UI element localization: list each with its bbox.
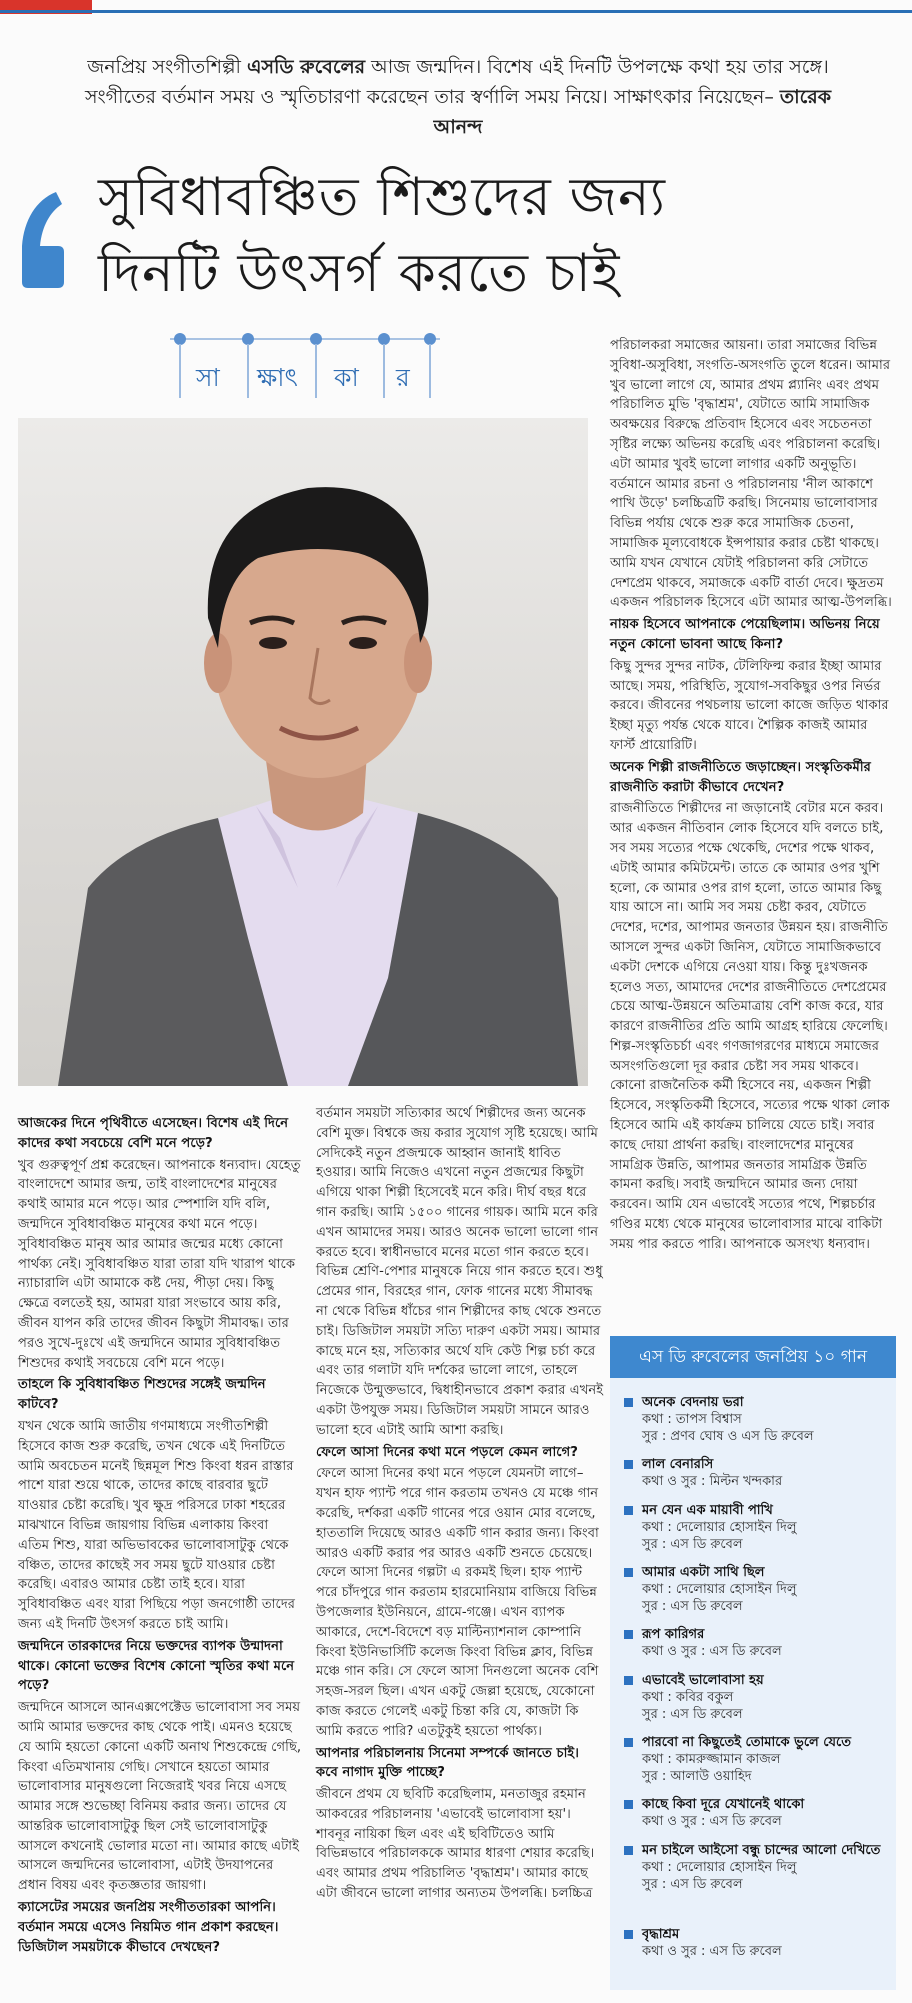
square-bullet-icon xyxy=(624,1846,633,1855)
song-title: মন চাইলে আইসো বন্ধু চান্দের আলো দেখিতে xyxy=(642,1843,881,1858)
song-credit: সুর : আলাউ ওয়াহিদ xyxy=(642,1769,752,1784)
song-title: বৃদ্ধাশ্রম xyxy=(642,1927,680,1942)
square-bullet-icon xyxy=(624,1460,633,1469)
tag-stem xyxy=(315,344,317,398)
song-item xyxy=(624,1456,892,1490)
song-item xyxy=(624,1564,892,1615)
song-credit: কথা : কবির বকুল xyxy=(642,1690,734,1705)
artist-portrait-photo xyxy=(18,418,588,1086)
answer: পরিচালকরা সমাজের আয়না। তারা সমাজের বিভিন্ন সুবিধা-অসুবিধা, সংগতি-অসংগতি তুলে ধরেন। আমার খুব ভালো লাগে যে, আমার প্রথম প্ল্যানিং এবং প্রথম পরিচালিত মুভি 'বৃদ্ধাশ্রম', যেটাতে আমি সামাজিক অবক্ষয়ের বিরুদ্ধে প্রতিবাদ হিসেবে এবং সচেতনতা সৃষ্টির লক্ষ্যে অভিনয় করেছি এবং পরিচালনা করেছি। এটা আমার খুবই ভালো লাগার একটি অনুভূতি। বর্তমানে আমার রচনা ও পরিচালনায় 'নীল আকাশে পাখি উড়ে' চলচ্চিত্রটি করছি। সিনেমায় ভালোবাসার বিভিন্ন পর্যায় থেকে শুরু করে সামাজিক চেতনা, সামাজিক মূল্যবোধকে ইন্সপায়ার করার চেষ্টা থাকছে। আমি যখন যেখানে যেটাই পরিচালনা করি সেটাতে দেশপ্রেম থাকবে, সমাজকে একটি বার্তা দেবে। ক্ষুদ্রতম একজন পরিচালক হিসেবে এটা আমার আত্ম-উপলব্ধি। xyxy=(610,338,892,611)
headline-line-2: দিনটি উৎসর্গ করতে চাই xyxy=(98,243,621,304)
interview-tag xyxy=(170,338,440,402)
song-credit: কথা ও সুর : এস ডি রুবেল xyxy=(642,1814,782,1829)
intro-text-2: আজ জন্মদিন। বিশেষ এই দিনটি উপলক্ষে কথা হয় তার সঙ্গে। সংগীতের বর্তমান সময় ও স্মৃতিচারণা করেছেন তার স্বর্ণালি সময় নিয়ে। সাক্ষাৎকার নিয়েছেন– xyxy=(84,56,829,108)
answer: বর্তমান সময়টা সত্যিকার অর্থে শিল্পীদের জন্য অনেক বেশি মুক্ত। বিশ্বকে জয় করার সুযোগ সৃষ্টি হয়েছে। আমি সেদিকেই নতুন প্রজন্মকে আহ্বান জানাই ধাবিত হওয়ার। আমি নিজেও এখনো নতুন প্রজন্মের কিছুটা এগিয়ে থাকা শিল্পী হিসেবেই মনে করি। দীর্ঘ বছর ধরে গান করছি। আমি ১৫০০ গানের গায়ক। আমি মনে করি এখন আমাদের সময়। আরও অনেক ভালো ভালো গান করতে হবে। স্বাধীনভাবে মনের মতো গান করতে হবে। বিভিন্ন শ্রেণি-পেশার মানুষকে নিয়ে গান করতে হবে। শুধু প্রেমের গান, বিরহের গান, ফোক গানের মধ্যে সীমাবদ্ধ না থেকে বিভিন্ন ধাঁচের গান শিল্পীদের কাছ থেকে শুনতে চাই। ডিজিটাল সময়টা সত্যি দারুণ একটা সময়। আমার কাছে মনে হয়, সত্যিকার অর্থে যদি কেউ শিল্প চর্চা করে এবং তার গলাটা যদি দর্শকের ভালো লাগে, তাহলে নিজেকে উন্মুক্তভাবে, দ্বিধাহীনভাবে প্রকাশ করার এখনই একটা উপযুক্ত সময়। ডিজিটাল সময়টা সামনে আরও ভালো হবে এটাই আমি আশা করছি। xyxy=(316,1106,604,1438)
song-credit: কথা : তাপস বিশ্বাস xyxy=(642,1412,742,1427)
tag-stem xyxy=(179,344,181,398)
article-column-2 xyxy=(316,1104,604,1906)
article-column-1 xyxy=(18,1114,302,1959)
song-item xyxy=(624,1394,892,1445)
song-credit: কথা : দেলোয়ার হোসাইন দিলু xyxy=(642,1860,797,1875)
song-credit: সুর : এস ডি রুবেল xyxy=(642,1537,743,1552)
song-title: পারবো না কিছুতেই তোমাকে ভুলে যেতে xyxy=(642,1735,852,1750)
question: ক্যাসেটের সময়ের জনপ্রিয় সংগীততারকা আপনি। বর্তমান সময়ে এসেও নিয়মিত গান প্রকাশ করছেন। ডিজিটাল সময়টাকে কীভাবে দেখছেন? xyxy=(18,1900,279,1955)
tag-syllable: কা xyxy=(334,363,359,392)
answer: জীবনে প্রথম যে ছবিটি করেছিলাম, মনতাজুর রহমান আকবরের পরিচালনায় 'এভাবেই ভালোবাসা হয়'। শাবনূর নায়িকা ছিল এবং এই ছবিটিতেও আমি বিভিন্নভাবে পরিচালককে আমার ধারণা শেয়ার করেছি। এবং আমার প্রথম পরিচালিত 'বৃদ্ধাশ্রম'। আমার কাছে এটা জীবনে ভালো লাগার অন্যতম উপলব্ধি। চলচ্চিত্র xyxy=(316,1787,595,1902)
song-credit: কথা : কামরুজ্জামান কাজল xyxy=(642,1752,781,1767)
tag-stem xyxy=(247,344,249,398)
question: অনেক শিল্পী রাজনীতিতে জড়াচ্ছেন। সংস্কৃতিকর্মীর রাজনীতি করাটা কীভাবে দেখেন? xyxy=(610,759,871,795)
song-item xyxy=(624,1734,892,1785)
square-bullet-icon xyxy=(624,1506,633,1515)
question: ফেলে আসা দিনের কথা মনে পড়লে কেমন লাগে? xyxy=(316,1444,578,1460)
answer: জন্মদিনে আসলে আনএক্সপেক্টেড ভালোবাসা সব সময় আমি আমার ভক্তদের কাছ থেকে পাই। এমনও হয়েছে যে আমি হয়তো কোনো একটি অনাথ শিশুকেন্দ্রে গেছি, কিংবা এতিমখানায় গেছি। সেখানে হয়তো আমার ভালোবাসার মানুষগুলো নিজেরাই খবর নিয়ে এসছে আমার সঙ্গে শুভেচ্ছা বিনিময় করার জন্য। তাদের যে আন্তরিক ভালোবাসাটুকু ছিল সেই ভালোবাসাটুকু আসলে কখনোই ভোলার মতো না। আমার কাছে এটাই আসলে জন্মদিনের ভালোবাসা, এটাই উদযাপনের প্রধান বিষয় এবং কৃতজ্ঞতার জায়গা। xyxy=(18,1700,302,1894)
song-title: রূপ কারিগর xyxy=(642,1627,705,1642)
song-title: আমার একটা সাথি ছিল xyxy=(642,1565,765,1580)
top-songs-box xyxy=(610,1336,896,1990)
headline-line-1: সুবিধাবঞ্চিত শিশুদের জন্য xyxy=(98,167,667,228)
square-bullet-icon xyxy=(624,1398,633,1407)
answer: খুব গুরুত্বপূর্ণ প্রশ্ন করেছেন। আপনাকে ধন্যবাদ। যেহেতু বাংলাদেশে আমার জন্ম, তাই বাংলাদেশের মানুষের কথাই আমার মনে পড়ে। আর স্পেশালি যদি বলি, জন্মদিনে সুবিধাবঞ্চিত মানুষের কথা মনে পড়ে। সুবিধাবঞ্চিত মানুষ আর আমার জন্মের মধ্যে কোনো পার্থক্য নেই। সুবিধাবঞ্চিত যারা তারা যদি খারাপ থাকে ন্যাচারালি এটা আমাকে কষ্ট দেয়, পীড়া দেয়। কিছু ক্ষেত্রে বলতেই হয়, আমরা যারা সংভাবে আয় করি, জীবন যাপন করি তাদের জীবন কিছুটা সীমাবদ্ধ। তার পরও সুখে-দুঃখে এই জন্মদিনে আমার সুবিধাবঞ্চিত শিশুদের কথাই সবচেয়ে বেশি মনে পড়ে। xyxy=(18,1157,301,1371)
song-credit: কথা ও সুর : মিল্টন খন্দকার xyxy=(642,1474,783,1489)
song-item xyxy=(624,1926,892,1960)
song-item xyxy=(624,1796,892,1830)
article-column-3 xyxy=(610,336,896,1257)
intro-paragraph xyxy=(70,52,846,142)
song-credit: সুর : এস ডি রুবেল xyxy=(642,1877,743,1892)
tag-stem xyxy=(383,344,385,398)
square-bullet-icon xyxy=(624,1630,633,1639)
question: জন্মদিনে তারকাদের নিয়ে ভক্তদের ব্যাপক উন্মাদনা থাকে। কোনো ভক্তের বিশেষ কোনো স্মৃতির কথা মনে পড়ে? xyxy=(18,1638,295,1694)
square-bullet-icon xyxy=(624,1800,633,1809)
song-title: এভাবেই ভালোবাসা হয় xyxy=(642,1673,764,1688)
portrait-illustration xyxy=(18,418,588,1086)
square-bullet-icon xyxy=(624,1930,633,1939)
square-bullet-icon xyxy=(624,1676,633,1685)
song-credit: কথা : দেলোয়ার হোসাইন দিলু xyxy=(642,1520,797,1535)
tag-rail xyxy=(170,338,440,340)
song-title: অনেক বেদনায় ভরা xyxy=(642,1395,744,1410)
top-songs-title: এস ডি রুবেলের জনপ্রিয় ১০ গান xyxy=(610,1336,896,1378)
song-title: লাল বেনারসি xyxy=(642,1457,714,1472)
song-credit: সুর : এস ডি রুবেল xyxy=(642,1707,743,1722)
tag-syllable: ক্ষাৎ xyxy=(257,363,298,392)
square-bullet-icon xyxy=(624,1568,633,1577)
tag-stem xyxy=(429,344,431,398)
intro-artist-name: এসডি রুবেলের xyxy=(247,56,366,78)
square-bullet-icon xyxy=(624,1738,633,1747)
question: আজকের দিনে পৃথিবীতে এসেছেন। বিশেষ এই দিনে কাদের কথা সবচেয়ে বেশি মনে পড়ে? xyxy=(18,1116,289,1151)
answer: রাজনীতিতে শিল্পীদের না জড়ানোই বেটার মনে করব। আর একজন নীতিবান লোক হিসেবে যদি বলতে চাই, সব সময় সত্যের পক্ষে থেকেছি, দেশের পক্ষে থাকব, এটাই আমার কমিটমেন্ট। তাতে কে আমার ওপর খুশি হলো, কে আমার ওপর রাগ হলো, তাতে আমার কিছু যায় আসে না। আমি সব সময় চেষ্টা করব, যেটাতে দেশের, দশের, আপামর জনতার উন্নয়ন হয়। রাজনীতি আসলে সুন্দর একটা জিনিস, যেটাতে সামাজিকভাবে একটা দেশকে এগিয়ে নেওয়া যায়। কিন্তু দুঃখজনক হলেও সত্য, আমাদের দেশের রাজনীতিতে দেশপ্রেমের চেয়ে আত্ম-উন্নয়নে অতিমাত্রায় বেশি কাজ করে, যার কারণে রাজনীতির প্রতি আমি আগ্রহ হারিয়ে ফেলেছি। শিল্প-সংস্কৃতিচর্চা এবং গণজাগরণের মাধ্যমে সমাজের অসংগতিগুলো দূর করার চেষ্টা সব সময় থাকবে। কোনো রাজনৈতিক কর্মী হিসেবে নয়, একজন শিল্পী হিসেবে, সংস্কৃতিকর্মী হিসেবে, সত্যের পক্ষে থাকা লোক হিসেবে আমি এই কার্যক্রম চালিয়ে যেতে চাই। সবার কাছে দোয়া প্রার্থনা করছি। বাংলাদেশের মানুষের সামগ্রিক উন্নতি, আপামর জনতার সামগ্রিক উন্নতি কামনা করছি। সবাই জন্মদিনে আমার জন্য দোয়া করবেন। আমি যেন এভাবেই সত্যের পথে, শিল্পচর্চার গণ্ডির মধ্যে থেকে মানুষের ভালোবাসার মাঝে বাকিটা সময় পার করতে পারি। আপনাকে অসংখ্য ধন্যবাদ। xyxy=(610,801,890,1252)
song-item xyxy=(624,1502,892,1553)
quote-mark-icon xyxy=(18,190,64,290)
song-item xyxy=(624,1626,892,1660)
answer: যখন থেকে আমি জাতীয় গণমাধ্যমে সংগীতশিল্পী হিসেবে কাজ শুরু করেছি, তখন থেকে এই দিনটিতে আমি অবচেতন মনেই ছিন্নমূল শিশু কিংবা ধরন রাস্তার পাশে যারা শুয়ে থাকে, তাদের কাছে বারবার ছুটে যাওয়ার চেষ্টা করেছি। খুব ক্ষুদ্র পরিসরে ঢাকা শহরের মাঝখানে বিভিন্ন জায়গায় বিভিন্ন এলাকায় কিংবা এতিম শিশু, যারা অভিভাবকের ভালোবাসাটুকু থেকে বঞ্চিত, তাদের কাছেই সব সময় ছুটে যাওয়ার চেষ্টা করেছি। এবারও আমার চেষ্টা তাই হবে। যারা সুবিধাবঞ্চিত এবং যারা পিছিয়ে পড়া জনগোষ্ঠী তাদের জন্য এই দিনটি উৎসর্গ করতে চাই আমি। xyxy=(18,1418,296,1632)
song-item xyxy=(624,1842,892,1893)
song-credit: সুর : এস ডি রুবেল xyxy=(642,1599,743,1614)
top-blue-rule xyxy=(0,10,912,13)
question: আপনার পরিচালনায় সিনেমা সম্পর্কে জানতে চাই। কবে নাগাদ মুক্তি পাচ্ছে? xyxy=(316,1745,579,1781)
question: তাহলে কি সুবিধাবঞ্চিত শিশুদের সঙ্গেই জন্মদিন কাটবে? xyxy=(18,1377,266,1413)
answer: কিছু সুন্দর সুন্দর নাটক, টেলিফিল্ম করার ইচ্ছা আমার আছে। সময়, পরিস্থিতি, সুযোগ-সবকিছুর ওপর নির্ভর করবে। জীবনের পথচলায় ভালো কাজে জড়িত থাকার ইচ্ছা মৃত্যু পর্যন্ত থেকে যাবে। শৈল্পিক কাজই আমার ফার্স্ট প্রায়োরিটি। xyxy=(610,658,889,753)
tag-syllable: সা xyxy=(196,363,220,392)
song-credit: সুর : প্রণব ঘোষ ও এস ডি রুবেল xyxy=(642,1429,814,1444)
song-title: মন যেন এক মায়াবী পাখি xyxy=(642,1503,773,1518)
intro-text-1: জনপ্রিয় সংগীতশিল্পী xyxy=(87,56,247,78)
song-credit: কথা ও সুর : এস ডি রুবেল xyxy=(642,1944,782,1959)
song-title: কাছে কিবা দূরে যেখানেই থাকো xyxy=(642,1797,805,1812)
song-item xyxy=(624,1672,892,1723)
intro-interviewer-name: তারেক আনন্দ xyxy=(433,86,832,138)
answer: ফেলে আসা দিনের কথা মনে পড়লে যেমনটা লাগে– যখন হাফ প্যান্ট পরে গান করতাম তখনও যে মঞ্চে গান করেছি, দর্শকরা একটি গানের পরে ওয়ান মোর বলেছে, হাততালি দিয়েছে আরও একটি গান করার জন্য। কিংবা আরও একটি করার পর আরও একটি শুনতে চেয়েছে। ফেলে আসা দিনের গল্পটা এ রকমই ছিল। হাফ প্যান্ট পরে চাঁদপুরে গান করতাম হারমোনিয়াম বাজিয়ে বিভিন্ন উপজেলার ইউনিয়নে, গ্রামে-গঞ্জে। এখন ব্যাপক আকারে, দেশে-বিদেশে বড় মাল্টিন্যাশনাল কোম্পানি কিংবা ইউনিভার্সিটি কলেজ কিংবা বিভিন্ন ক্লাব, বিভিন্ন মঞ্চে গান করি। সে ফেলে আসা দিনগুলো অনেক বেশি সহজ-সরল ছিল। এখন একটু জেল্লা হয়েছে, যেকোনো কাজ করতে গেলেই একটু চিন্তা করি যে, কাজটা কি আমি করতে পারি? এতটুকুই হয়তো পার্থক্য। xyxy=(316,1466,599,1739)
song-credit: কথা : দেলোয়ার হোসাইন দিলু xyxy=(642,1582,797,1597)
question: নায়ক হিসেবে আপনাকে পেয়েছিলাম। অভিনয় নিয়ে নতুন কোনো ভাবনা আছে কিনা? xyxy=(610,617,880,652)
headline xyxy=(98,160,858,312)
top-color-bar xyxy=(0,0,912,14)
song-credit: কথা ও সুর : এস ডি রুবেল xyxy=(642,1644,782,1659)
tag-syllable: র xyxy=(396,363,410,392)
